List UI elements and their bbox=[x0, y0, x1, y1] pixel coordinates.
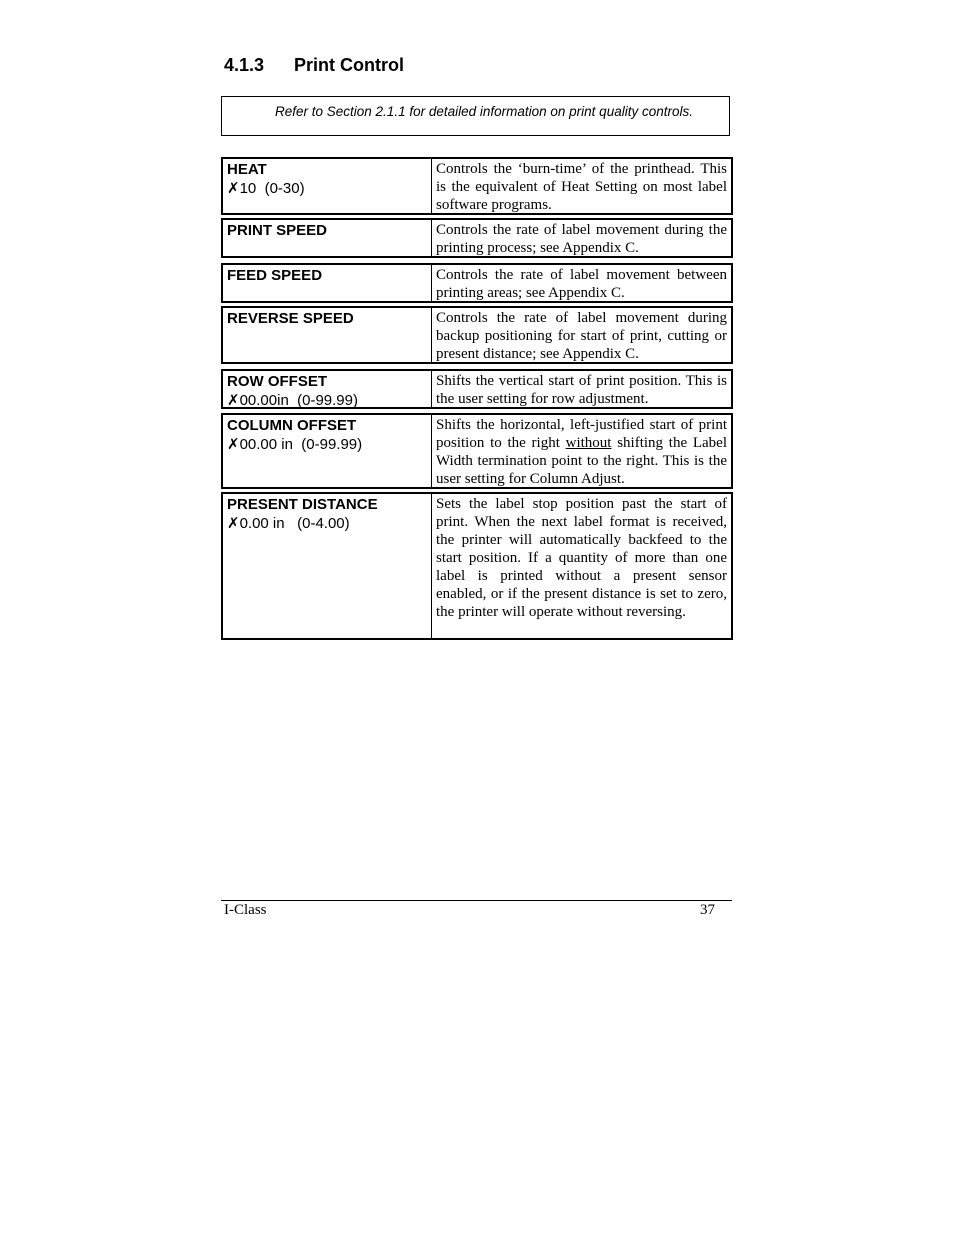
section-heading bbox=[224, 55, 404, 76]
param-row-reverse-speed bbox=[221, 306, 733, 364]
param-row-column-offset bbox=[221, 413, 733, 489]
param-name: FEED SPEED bbox=[227, 267, 323, 284]
note-text: Refer to Section 2.1.1 for detailed information on print quality controls. bbox=[275, 104, 693, 119]
section-number: 4.1.3 bbox=[224, 55, 265, 75]
param-description-part: shifting the Label Width termination point to the right. This is the user setting for Column Adjust. bbox=[436, 435, 727, 487]
note-box bbox=[221, 96, 730, 136]
param-name: ROW OFFSET bbox=[227, 373, 327, 390]
param-name: HEAT bbox=[227, 161, 267, 178]
param-row-print-speed bbox=[221, 218, 733, 258]
param-name: PRESENT DISTANCE bbox=[227, 496, 378, 513]
param-range: ✗00.00 in (0-99.99) bbox=[227, 436, 363, 453]
param-name-cell bbox=[223, 308, 432, 362]
param-name-cell bbox=[223, 265, 432, 301]
param-description: Controls the rate of label movement during backup positioning for start of print, cutting or present distance; see Appendix C. bbox=[436, 310, 727, 362]
param-description: Controls the ‘burn-time’ of the printhead. This is the equivalent of Heat Setting on most label software programs. bbox=[436, 161, 727, 213]
param-range: ✗0.00 in (0-4.00) bbox=[227, 515, 350, 532]
param-description bbox=[432, 415, 731, 487]
param-row-row-offset bbox=[221, 369, 733, 409]
param-description: Shifts the vertical start of print position. This is the user setting for row adjustment. bbox=[436, 373, 727, 407]
param-row-feed-speed bbox=[221, 263, 733, 303]
param-description: Sets the label stop position past the start of print. When the next label format is received, the printer will automatically backfeed to the start position. If a quantity of more than one label is printed without a present sensor enabled, or if the present distance is set to zero, the printer will operate without reversing. bbox=[436, 496, 727, 620]
param-description-underlined: without bbox=[565, 435, 612, 451]
param-description: Controls the rate of label movement between printing areas; see Appendix C. bbox=[436, 267, 727, 301]
section-title: Print Control bbox=[294, 55, 404, 75]
param-range: ✗10 (0-30) bbox=[227, 180, 305, 197]
param-name-cell bbox=[223, 494, 432, 638]
param-description: Controls the rate of label movement during the printing process; see Appendix C. bbox=[436, 222, 727, 256]
footer-divider bbox=[221, 900, 732, 901]
param-name: COLUMN OFFSET bbox=[227, 417, 357, 434]
param-name-cell bbox=[223, 415, 432, 487]
param-range: ✗00.00in (0-99.99) bbox=[227, 392, 358, 409]
param-description-part: Shifts the horizontal, left-justified start of print position to the right bbox=[436, 417, 727, 451]
param-name-cell bbox=[223, 220, 432, 256]
param-row-heat bbox=[221, 157, 733, 215]
param-name: REVERSE SPEED bbox=[227, 310, 354, 327]
footer-page-number: 37 bbox=[700, 902, 715, 918]
param-name-cell bbox=[223, 371, 432, 407]
param-name: PRINT SPEED bbox=[227, 222, 328, 239]
param-name-cell bbox=[223, 159, 432, 213]
param-row-present-distance bbox=[221, 492, 733, 640]
footer-product-name: I-Class bbox=[224, 902, 267, 918]
